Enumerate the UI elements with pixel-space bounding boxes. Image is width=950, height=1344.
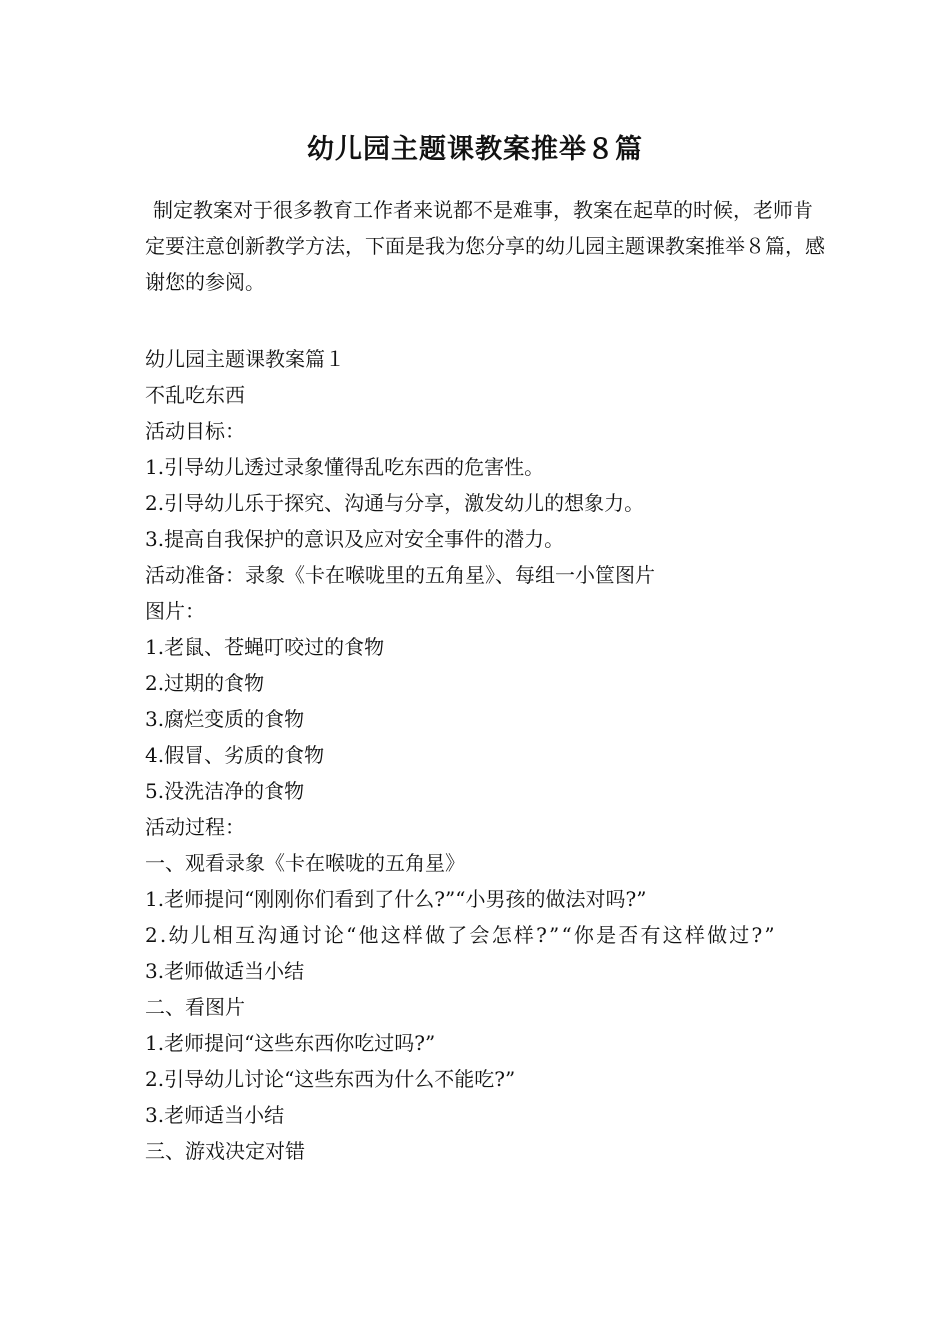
- text-line: 活动过程：: [145, 815, 245, 839]
- document-title: 幼儿园主题课教案推举８篇: [307, 134, 643, 165]
- text-line: 4.假冒、劣质的食物: [145, 743, 325, 767]
- intro-paragraph: 制定教案对于很多教育工作者来说都不是难事，教案在起草的时候，老师肯定要注意创新教学方法，下面是我为您分享的幼儿园主题课教案推举８篇，感谢您的参阅。: [145, 198, 825, 294]
- text-line: 5.没洗洁净的食物: [145, 779, 305, 803]
- lesson-title: 不乱吃东西: [145, 383, 245, 407]
- text-line: 图片：: [145, 599, 205, 623]
- text-line: 2.过期的食物: [145, 671, 265, 695]
- text-line: 2.引导幼儿乐于探究、沟通与分享，激发幼儿的想象力。: [145, 491, 645, 515]
- section-heading: 幼儿园主题课教案篇１: [145, 347, 345, 371]
- text-line: 2.引导幼儿讨论“这些东西为什么不能吃?”: [145, 1067, 516, 1091]
- text-line: 活动目标：: [145, 419, 245, 443]
- text-line: 1.老师提问“刚刚你们看到了什么?”“小男孩的做法对吗?”: [145, 887, 647, 911]
- body-lines: [145, 341, 825, 1169]
- text-line: 3.老师做适当小结: [145, 959, 305, 983]
- text-line: 二、看图片: [145, 995, 245, 1019]
- text-line: 3.腐烂变质的食物: [145, 707, 305, 731]
- text-line: 一、观看录象《卡在喉咙的五角星》: [145, 851, 465, 875]
- text-line: 1.引导幼儿透过录象懂得乱吃东西的危害性。: [145, 455, 545, 479]
- text-line: 3.老师适当小结: [145, 1103, 285, 1127]
- text-line: 三、游戏决定对错: [145, 1139, 305, 1163]
- text-line: 1.老师提问“这些东西你吃过吗?”: [145, 1031, 436, 1055]
- text-line: 2.幼儿相互沟通讨论“他这样做了会怎样?”“你是否有这样做过?”: [145, 923, 777, 947]
- text-line: 1.老鼠、苍蝇叮咬过的食物: [145, 635, 385, 659]
- text-line: 活动准备：录象《卡在喉咙里的五角星》、每组一小筐图片: [145, 563, 655, 587]
- text-line: 3.提高自我保护的意识及应对安全事件的潜力。: [145, 527, 565, 551]
